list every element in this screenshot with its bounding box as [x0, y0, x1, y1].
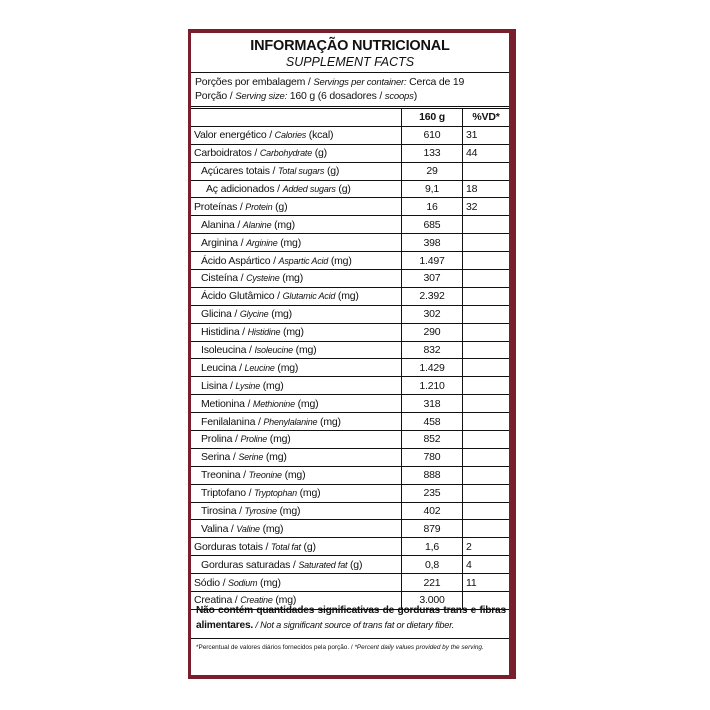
table-row — [191, 341, 509, 359]
nutrient-dv — [463, 305, 510, 323]
nutrient-amount: 302 — [402, 305, 463, 323]
nutrient-label: Cisteína / Cysteine (mg) — [191, 270, 402, 288]
nutrient-amount: 235 — [402, 484, 463, 502]
table-row — [191, 556, 509, 574]
nutrient-dv: 44 — [463, 144, 510, 162]
nutrient-amount: 221 — [402, 574, 463, 592]
table-row — [191, 252, 509, 270]
nutrient-dv — [463, 502, 510, 520]
table-row — [191, 216, 509, 234]
panel-title: INFORMAÇÃO NUTRICIONAL — [250, 38, 450, 54]
nutrient-dv — [463, 270, 510, 288]
table-row — [191, 413, 509, 431]
nutrient-dv — [463, 341, 510, 359]
nutrient-dv — [463, 359, 510, 377]
nutrition-panel — [191, 33, 509, 675]
nutrient-amount: 1.210 — [402, 377, 463, 395]
nutrient-amount: 307 — [402, 270, 463, 288]
nutrition-table — [191, 108, 509, 610]
nutrient-dv — [463, 520, 510, 538]
nutrient-label: Prolina / Proline (mg) — [191, 431, 402, 449]
nutrient-amount: 1.429 — [402, 359, 463, 377]
nutrient-amount: 888 — [402, 466, 463, 484]
nutrient-amount: 29 — [402, 162, 463, 180]
table-row — [191, 144, 509, 162]
nutrient-dv — [463, 448, 510, 466]
nutrient-amount: 398 — [402, 234, 463, 252]
nutrient-amount: 2.392 — [402, 287, 463, 305]
nutrient-label: Aç adicionados / Added sugars (g) — [191, 180, 402, 198]
header-dv: %VD* — [463, 109, 510, 127]
nutrient-dv: 11 — [463, 574, 510, 592]
nutrient-label: Ácido Glutâmico / Glutamic Acid (mg) — [191, 287, 402, 305]
table-row — [191, 270, 509, 288]
nutrient-amount: 3.000 — [402, 592, 463, 610]
nutrient-label: Creatina / Creatine (mg) — [191, 592, 402, 610]
nutrient-amount: 0,8 — [402, 556, 463, 574]
nutrient-amount: 832 — [402, 341, 463, 359]
table-row — [191, 234, 509, 252]
table-row — [191, 574, 509, 592]
nutrient-label: Valor energético / Calories (kcal) — [191, 126, 402, 144]
nutrient-amount: 16 — [402, 198, 463, 216]
bottom-rule — [191, 638, 509, 639]
table-row — [191, 377, 509, 395]
daily-value-footnote: *Percentual de valores diários fornecidos pela porção. / *Percent daily values provided by the serving. — [196, 644, 484, 651]
table-row — [191, 198, 509, 216]
nutrient-label: Glicina / Glycine (mg) — [191, 305, 402, 323]
nutrient-amount: 852 — [402, 431, 463, 449]
nutrient-amount: 9,1 — [402, 180, 463, 198]
nutrient-label: Fenilalanina / Phenylalanine (mg) — [191, 413, 402, 431]
nutrient-label: Histidina / Histidine (mg) — [191, 323, 402, 341]
table-header-row — [191, 109, 509, 127]
nutrient-dv: 4 — [463, 556, 510, 574]
nutrient-label: Alanina / Alanine (mg) — [191, 216, 402, 234]
top-rule — [191, 72, 509, 73]
nutrient-dv — [463, 484, 510, 502]
header-nutrient — [191, 109, 402, 127]
header-amount: 160 g — [402, 109, 463, 127]
nutrient-amount: 780 — [402, 448, 463, 466]
panel-subtitle: SUPPLEMENT FACTS — [285, 55, 415, 69]
nutrient-label: Arginina / Arginine (mg) — [191, 234, 402, 252]
table-row — [191, 323, 509, 341]
nutrient-dv — [463, 162, 510, 180]
nutrient-dv — [463, 252, 510, 270]
nutrient-dv — [463, 234, 510, 252]
nutrient-amount: 318 — [402, 395, 463, 413]
nutrient-dv — [463, 287, 510, 305]
nutrient-dv — [463, 413, 510, 431]
nutrient-dv: 2 — [463, 538, 510, 556]
table-row — [191, 126, 509, 144]
nutrient-amount: 402 — [402, 502, 463, 520]
table-row — [191, 520, 509, 538]
nutrient-dv: 18 — [463, 180, 510, 198]
nutrient-amount: 685 — [402, 216, 463, 234]
nutrient-dv — [463, 395, 510, 413]
table-row — [191, 466, 509, 484]
nutrient-amount: 458 — [402, 413, 463, 431]
nutrient-dv — [463, 377, 510, 395]
nutrient-label: Tirosina / Tyrosine (mg) — [191, 502, 402, 520]
nutrient-label: Serina / Serine (mg) — [191, 448, 402, 466]
nutrient-label: Treonina / Treonine (mg) — [191, 466, 402, 484]
nutrient-dv — [463, 466, 510, 484]
nutrient-label: Carboidratos / Carbohydrate (g) — [191, 144, 402, 162]
table-row — [191, 162, 509, 180]
nutrient-dv: 32 — [463, 198, 510, 216]
nutrient-label: Ácido Aspártico / Aspartic Acid (mg) — [191, 252, 402, 270]
nutrient-label: Lisina / Lysine (mg) — [191, 377, 402, 395]
table-body — [191, 126, 509, 609]
nutrient-label: Gorduras totais / Total fat (g) — [191, 538, 402, 556]
nutrient-dv — [463, 216, 510, 234]
nutrient-dv: 31 — [463, 126, 510, 144]
nutrient-amount: 133 — [402, 144, 463, 162]
nutrient-label: Metionina / Methionine (mg) — [191, 395, 402, 413]
nutrient-label: Valina / Valine (mg) — [191, 520, 402, 538]
nutrient-label: Triptofano / Tryptophan (mg) — [191, 484, 402, 502]
nutrient-label: Sódio / Sodium (mg) — [191, 574, 402, 592]
nutrient-label: Isoleucina / Isoleucine (mg) — [191, 341, 402, 359]
table-row — [191, 431, 509, 449]
trans-fat-note: Não contém quantidades significativas de gorduras trans e fibras alimentares. / Not a significant source of trans fat or dietary fiber. — [196, 605, 506, 631]
nutrient-label: Gorduras saturadas / Saturated fat (g) — [191, 556, 402, 574]
table-row — [191, 395, 509, 413]
table-row — [191, 538, 509, 556]
serving-size: Porção / Serving size: 160 g (6 dosadores / scoops) — [195, 90, 417, 102]
nutrient-label: Açúcares totais / Total sugars (g) — [191, 162, 402, 180]
table-row — [191, 305, 509, 323]
table-row — [191, 287, 509, 305]
table-row — [191, 484, 509, 502]
table-row — [191, 359, 509, 377]
nutrient-dv — [463, 431, 510, 449]
nutrient-amount: 879 — [402, 520, 463, 538]
nutrient-dv — [463, 323, 510, 341]
servings-per-container: Porções por embalagem / Servings per container: Cerca de 19 — [195, 76, 465, 88]
table-row — [191, 180, 509, 198]
nutrient-amount: 1,6 — [402, 538, 463, 556]
nutrient-amount: 1.497 — [402, 252, 463, 270]
nutrient-amount: 290 — [402, 323, 463, 341]
nutrient-label: Leucina / Leucine (mg) — [191, 359, 402, 377]
mid-rule — [191, 106, 509, 107]
nutrient-label: Proteínas / Protein (g) — [191, 198, 402, 216]
table-row — [191, 502, 509, 520]
nutrient-amount: 610 — [402, 126, 463, 144]
table-row — [191, 448, 509, 466]
